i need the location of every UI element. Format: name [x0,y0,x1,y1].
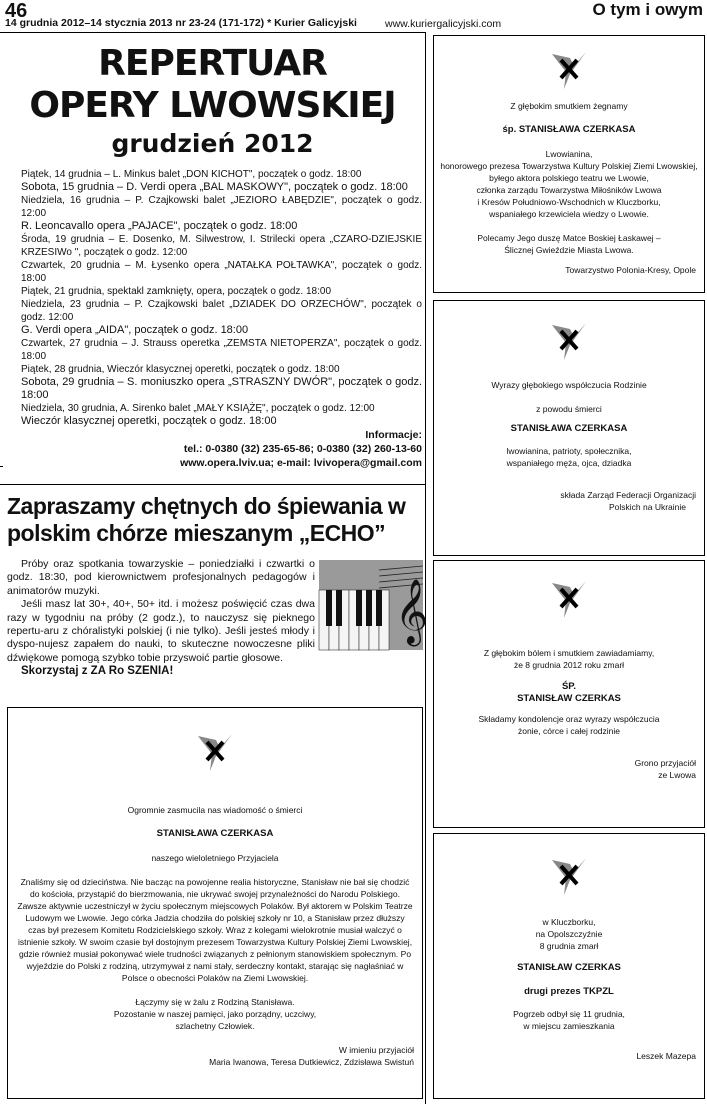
section-rule [0,484,425,485]
choir-paragraph: Jeśli masz lat 30+, 40+, 50+ itd. i możesz poświęcić czas dwa razy w tygodniu na próby (2 godz.), to nauczysz się pieknego repertu-aru z chóralistyki polskiej (i nie tylko). Jeśli jesteś młody i dyspo-nujesz zapałem do nauki, to skuteczne nowoczesne pliki dźwiękowe pomogą szybko tobie przyswoić partie głosowe. [7,598,315,664]
obit-line: i Kresów Południowo-Wschodnich w Kluczborku, [477,197,661,207]
obit-line: 8 grudnia zmarł [539,941,599,951]
obit-line: z powodu śmierci [536,404,602,414]
repertoire-subtitle: grudzień 2012 [111,129,314,158]
obit-signature: ze Lwowa [658,770,696,780]
list-item: R. Leoncavallo opera „PAJACE", początek o godz. 18:00 [21,220,298,232]
issue-date-line: 14 grudnia 2012–14 stycznia 2013 nr 23-24 (171-172) * Kurier Galicyjski [5,17,357,29]
cross-icon [544,573,594,623]
obit-name: STANISŁAWA CZERKASA [156,828,274,839]
info-label: Informacje: [365,429,422,441]
column-divider [425,32,426,1104]
obit-line: szlachetny Człowiek. [175,1021,255,1031]
obituary-box [433,300,705,556]
list-item: Sobota, 15 grudnia – D. Verdi opera „BAL MASKOWY", początek o godz. 18:00 [21,181,408,193]
list-item: Wieczór klasycznej operetki, początek o godz. 18:00 [21,415,277,427]
obit-body: Znaliśmy się od dzieciństwa. Nie bacząc na powojenne realia historyczne, Stanisław nie bał się chodzić do kościoła, przystąpić do bierzmowania, nie ukrywać swojej przynależności do Narodu Polskiego. Zawsze aktywnie uczestniczył w życiu społecznym miejscowych Polaków. Był aktorem w Polskim Teatrze Ludowym we Lwowie. Jego córka Jadzia chodziła do polskiej szkoły nr 10, a Stanisław przez dłuższy czas był prezesem Komitetu Rodzicielskiego szkoły. Wraz z kolegami wielokrotnie musiał walczyć o istnienie szkoły. W swoim czasie był dostojnym prezesem Towarzystwa Kultury Polskiej Ziemi Lwowskiej, gdzie również musiał pokonywać wiele trudności związanych z pełnionym stanowiskiem społecznym. Po wyjeździe do Polski z rodziną, utrzymywał z nami stały, serdeczny kontakt, starając się nagłaśniać w Polsce o obecności Polaków na Ziemi Lwowskiej. [17,877,413,983]
repertoire-title-2: OPERY LWOWSKIEJ [29,85,396,126]
cross-icon [190,726,240,776]
obit-line: byłego aktora polskiego teatru we Lwowie, [489,173,649,183]
obit-line: Wyrazy głębokiego współczucia Rodzinie [491,380,647,390]
info-phone: tel.: 0-0380 (32) 235-65-86; 0-0380 (32) 260-13-60 [183,443,422,455]
cross-icon [544,850,594,900]
obituary-content [434,100,704,276]
obit-line: Składamy kondolencje oraz wyrazy współczucia [478,714,660,724]
obit-name: ŚP. [561,681,577,692]
list-item: Piątek, 14 grudnia – L. Minkus balet „DON KICHOT", początek o godz. 18:00 [21,169,362,180]
repertoire-title: REPERTUAR [98,43,327,84]
obit-line: Polecamy Jego duszę Matce Boskiej Łaskawej – [477,233,661,243]
section-title: O tym i owym [592,0,703,19]
obit-line: żonie, córce i całej rodzinie [517,726,621,736]
header-rule [0,32,425,33]
obit-line: Z głębokim bólem i smutkiem zawiadamiamy, [483,648,655,658]
obit-line: lwowianina, patrioty, społecznika, [506,446,632,456]
obituary-content [434,916,704,1062]
list-item: Niedziela, 30 grudnia, A. Sirenko balet „MAŁY KSIĄŻĘ", początek o godz. 12:00 [21,403,375,414]
site-url-link[interactable]: www.kuriergalicyjski.com [385,18,502,30]
obit-line: Ogromnie zasmucila nas wiadomość o śmierci [127,805,303,815]
choir-call: Skorzystaj z ZA Ro SZENIA! [21,665,174,678]
obituary-content [434,647,704,781]
obit-line: Pozostanie w naszej pamięci, jako porządny, uczciwy, [113,1009,317,1019]
obituary-content [434,379,704,513]
list-item: G. Verdi opera „AIDA", początek o godz. 18:00 [21,324,249,336]
list-item: Czwartek, 27 grudnia – J. Strauss operetka „ZEMSTA NIETOPERZA", początek o godz. 18:00 [21,338,422,362]
piano-music-image [319,560,429,650]
cross-icon [544,44,594,94]
obit-line: Łączymy się w żalu z Rodziną Stanisława. [135,997,295,1007]
obit-role: drugi prezes TKPZL [524,986,614,997]
obituary-box [7,707,423,1099]
list-item: Piątek, 28 grudnia, Wieczór klasycznej operetki, początek o godz. 18:00 [21,364,340,375]
obit-line: na Opolszczyźnie [535,929,603,939]
obit-line: wspaniałego męża, ojca, dziadka [506,458,632,468]
obit-line: naszego wieloletniego Przyjaciela [151,853,279,863]
list-item: Sobota, 29 grudnia – S. moniuszko opera „STRASZNY DWÓR", początek o godz. 18:00 [21,376,422,401]
obit-name: STANISŁAWA CZERKASA [510,423,628,434]
obit-name: STANISŁAW CZERKAS [517,693,621,704]
obit-line: w Kluczborku, [542,917,596,927]
info-web[interactable]: www.opera.lviv.ua; e-mail: lvivopera@gmail.com [180,457,422,469]
obit-name: śp. STANISŁAWA CZERKASA [502,124,636,135]
obit-line: Pogrzeb odbył się 11 grudnia, [513,1009,625,1019]
obit-signature: Maria Iwanowa, Teresa Dutkiewicz, Zdzisława Swistuń [209,1057,414,1067]
list-item: Niedziela, 16 grudnia – P. Czajkowski balet „JEZIORO ŁABĘDZIE", początek o godz. 12:00 [21,195,422,219]
page-number: 46 [5,0,28,22]
obit-line: że 8 grudnia 2012 roku zmarł [513,660,625,670]
obit-signature: Grono przyjaciół [634,758,696,768]
obit-line: Ślicznej Gwieździe Miasta Lwowa. [504,245,634,255]
obituary-box [433,35,705,293]
list-item: Piątek, 21 grudnia, spektakl zamknięty, opera, początek o godz. 18:00 [21,286,331,297]
obit-line: honorowego prezesa Towarzystwa Kultury Polskiej Ziemi Lwowskiej, [440,161,698,171]
choir-body [7,558,315,679]
obit-line: Z głębokim smutkiem żegnamy [510,101,628,111]
obit-line: członka zarządu Towarzystwa Miłośników Lwowa [476,185,662,195]
obituary-content [8,804,422,1068]
cross-icon [544,315,594,365]
obit-line: Lwowianina, [545,149,593,159]
obit-signature: Polskich na Ukrainie [608,502,686,512]
contact-info [180,428,422,470]
obituary-box [433,833,705,1099]
section-rule [0,466,3,467]
obit-signature: Towarzystwo Polonia-Kresy, Opole [565,265,696,275]
obit-line: wspaniałego krzewiciela wiedzy o Lwowie. [489,209,649,219]
list-item: Czwartek, 20 grudnia – M. Łysenko opera „NATAŁKA POŁTAWKA", początek o godz. 18:00 [21,260,422,284]
list-item: Niedziela, 23 grudnia – P. Czajkowski balet „DZIADEK DO ORZECHÓW", początek o godz. 12:00 [21,299,422,323]
obit-signature: W imieniu przyjaciół [338,1045,414,1055]
obituary-box [433,560,705,828]
choir-title: Zapraszamy chętnych do śpiewania w polskim chórze mieszanym „ECHO” [7,493,406,546]
obit-signature: składa Zarząd Federacji Organizacji [560,490,696,500]
obit-name: STANISŁAW CZERKAS [517,962,621,973]
list-item: Środa, 19 grudnia – E. Dosenko, M. Silwestrow, I. Strilecki opera „CZARO-DZIEJSKIE KRZESIWo ", początek o godz. 12:00 [21,234,422,258]
svg-text:𝄞: 𝄞 [395,579,429,644]
obit-signature: Leszek Mazepa [636,1051,696,1061]
obit-line: w miejscu zamieszkania [523,1021,615,1031]
repertoire-list [7,168,422,428]
choir-paragraph: Próby oraz spotkania towarzyskie – poniedziałki i czwartki o godz. 18:30, pod kierownictwem profesjonalnych pedagogów i animatorów muzyki. [7,558,315,597]
